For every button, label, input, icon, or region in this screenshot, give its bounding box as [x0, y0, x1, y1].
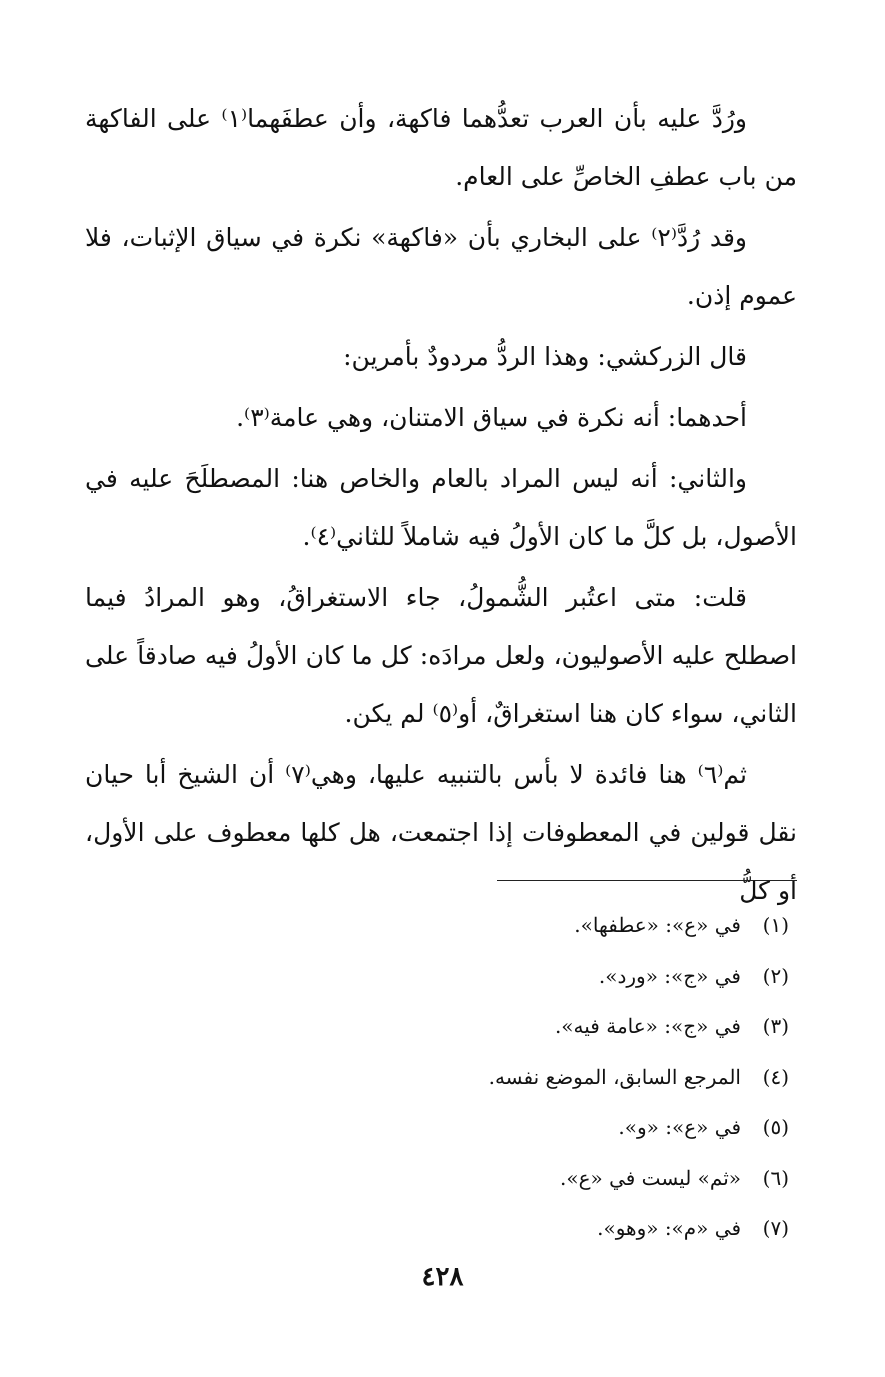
footnote-number: (٢) [762, 963, 789, 988]
footnote-divider [497, 880, 797, 881]
footnote [85, 951, 797, 1002]
footnote [85, 1052, 797, 1103]
footnotes [85, 900, 797, 1254]
footnote-number: (٣) [762, 1014, 789, 1038]
page-number: ٤٢٨ [421, 1262, 464, 1292]
paragraph: وقد رُدَّ⁽٢⁾ على البخاري بأن «فاكهة» نكرة في سياق الإثبات، فلا عموم إذن. [85, 223, 797, 310]
footnote-number: (٤) [762, 1064, 789, 1089]
footnote [85, 1001, 797, 1052]
footnote-number: (١) [762, 913, 789, 937]
footnote-text: «ثم» ليست في «ع». [559, 1165, 741, 1190]
footnote-number: (٧) [762, 1216, 789, 1240]
paragraph: ثم⁽٦⁾ هنا فائدة لا بأس بالتنبيه عليها، وهي⁽٧⁾ أن الشيخ أبا حيان نقل قولين في المعطوفات إذا اجتمعت، هل كلها معطوف على الأول، أو كلُّ [85, 760, 797, 905]
footnote-text: في «ج»: «ورد». [598, 963, 741, 988]
main-text [85, 90, 797, 923]
footnote-number: (٦) [762, 1165, 789, 1190]
paragraph: قلت: متى اعتُبر الشُّمولُ، جاء الاستغراقُ، وهو المرادُ فيما اصطلح عليه الأصوليون، ولعل مرادَه: كل ما كان الأولُ فيه صادقاً على الثاني، سواء كان هنا استغراقٌ، أو⁽٥⁾ لم يكن. [85, 583, 797, 728]
paragraph: والثاني: أنه ليس المراد بالعام والخاص هنا: المصطلَحَ عليه في الأصول، بل كلَّ ما كان الأولُ فيه شاملاً للثاني⁽٤⁾. [85, 464, 797, 551]
footnote-number: (٥) [762, 1115, 789, 1139]
footnote [85, 900, 797, 951]
footnote-text: في «ع»: «عطفها». [574, 913, 741, 937]
paragraph: ورُدَّ عليه بأن العرب تعدُّهما فاكهة، وأن عطفَهما⁽١⁾ على الفاكهة من باب عطفِ الخاصِّ على العام. [85, 104, 797, 191]
footnote [85, 1153, 797, 1204]
footnote-text: في «ج»: «عامة فيه». [554, 1014, 741, 1038]
footnote [85, 1203, 797, 1254]
footnote-text: في «م»: «وهو». [597, 1216, 741, 1240]
footnote [85, 1102, 797, 1153]
paragraph: أحدهما: أنه نكرة في سياق الامتنان، وهي عامة⁽٣⁾. [236, 403, 747, 432]
footnote-text: المرجع السابق، الموضع نفسه. [488, 1064, 741, 1089]
footnote-text: في «ع»: «و». [618, 1115, 741, 1139]
paragraph: قال الزركشي: وهذا الردُّ مردودٌ بأمرين: [343, 342, 747, 371]
